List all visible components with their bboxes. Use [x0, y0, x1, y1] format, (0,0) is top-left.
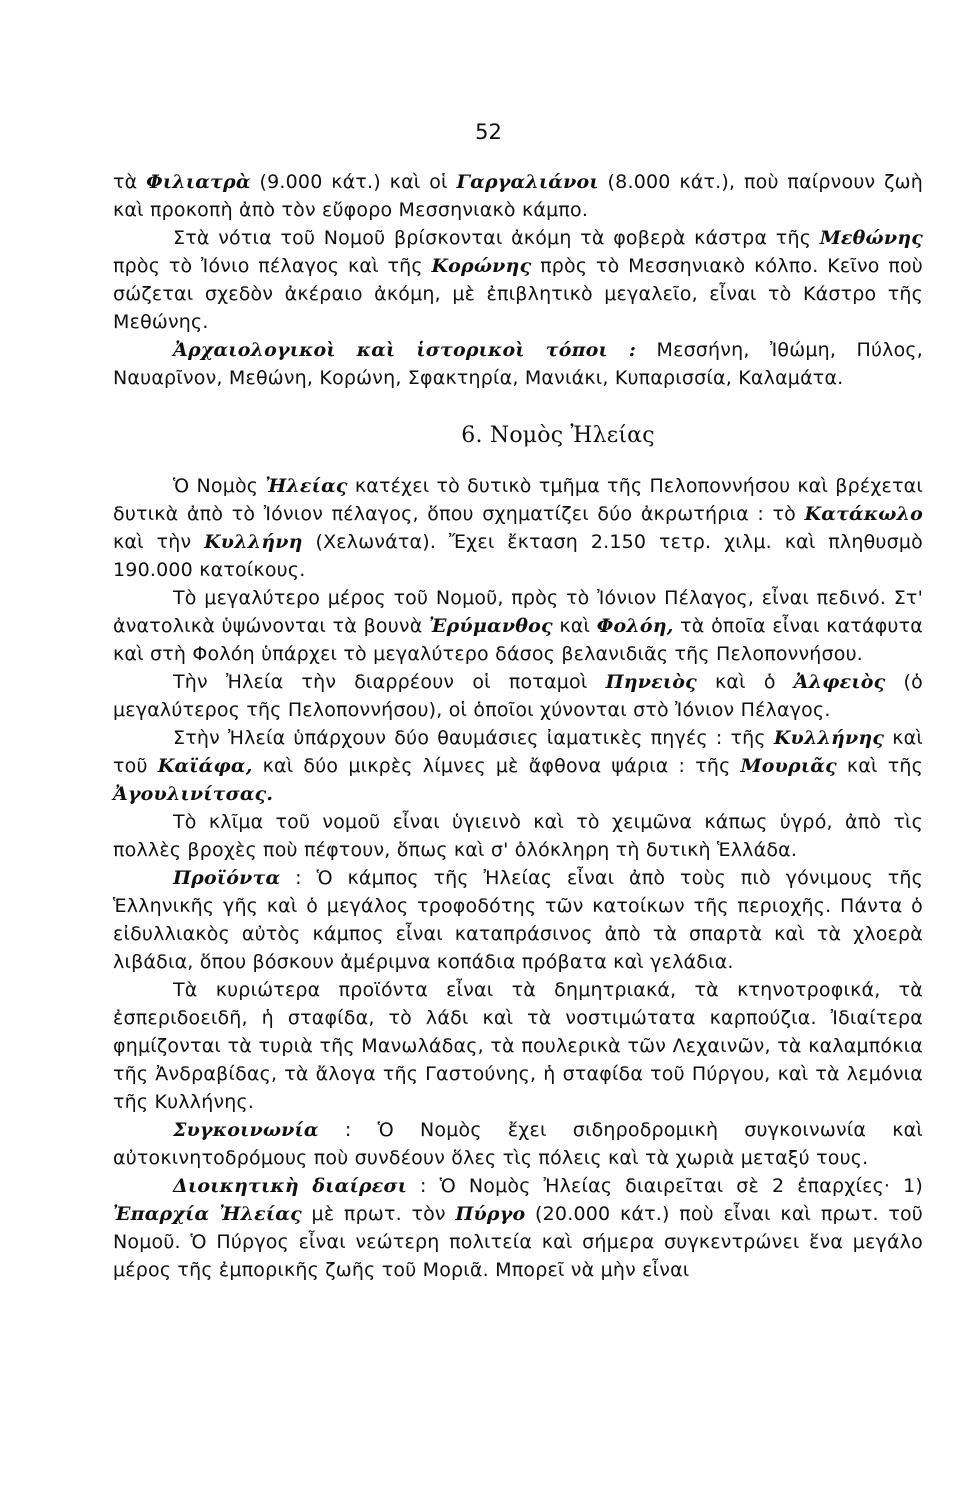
place-ileias: Ἠλείας: [265, 475, 348, 497]
place-agoulinitsas: Ἀγουλινίτσας.: [113, 783, 274, 805]
paragraph-products: Προϊόντα : Ὁ κάμπος τῆς Ἠλείας εἶναι ἀπὸ τοὺς πιὸ γόνιμους τῆς Ἑλληνικῆς γῆς καὶ ὁ μεγάλος τροφοδότης τῶν κατοίκων τῆς περιοχῆς. Πάντα ὁ εἰδυλλιακὸς αὐτὸς κάμπος εἶναι καταπράσινος ἀπὸ τὰ σπαρτὰ καὶ τὰ χλοερὰ λιβάδια, ὅπου βόσκουν ἀμέριμνα κοπάδια πρόβατα καὶ γελάδια.: [113, 867, 923, 973]
paragraph-springs-lakes: Στὴν Ἠλεία ὑπάρχουν δύο θαυμάσιες ἰαματικὲς πηγές : τῆς Κυλλήνης καὶ τοῦ Καϊάφα, καὶ δύο μικρὲς λίμνες μὲ ἄφθονα ψάρια : τῆς Μουριᾶς καὶ τῆς Ἀγουλινίτσας.: [113, 727, 923, 805]
place-gargaliani: Γαργαλιάνοι: [456, 171, 599, 193]
place-methonis: Μεθώνης: [819, 227, 923, 249]
place-kaiafa: Καϊάφα,: [157, 755, 253, 777]
heading-archaeological-sites: Ἀρχαιολογικοὶ καὶ ἱστορικοὶ τόποι :: [173, 339, 637, 361]
paragraph-climate: Τὸ κλῖμα τοῦ νομοῦ εἶναι ὑγιεινὸ καὶ τὸ χειμῶνα κάπως ὑγρό, ἀπὸ τὶς πολλὲς βροχὲς ποὺ πέφτουν, ὅπως καὶ σ' ὁλόκληρη τὴ δυτικὴ Ἑλλάδα.: [113, 811, 923, 861]
place-koronis: Κορώνης: [431, 255, 532, 277]
page-number: 52: [475, 120, 502, 144]
place-pyrgo: Πύργο: [455, 1203, 526, 1225]
place-pineios: Πηνειὸς: [605, 671, 697, 693]
place-filiatra: Φιλιατρὰ: [146, 171, 251, 193]
heading-products: Προϊόντα: [173, 867, 281, 889]
place-katakolo: Κατάκωλο: [804, 503, 923, 525]
heading-transport: Συγκοινωνία: [173, 1119, 319, 1141]
paragraph-main-products: Τὰ κυριώτερα προϊόντα εἶναι τὰ δημητριακά, τὰ κτηνοτροφικά, τὰ ἐσπεριδοειδῆ, ἡ σταφίδα, τὸ λάδι καὶ τὰ νοστιμώτατα καρπούζια. Ἰδιαίτερα φημίζονται τὰ τυριὰ τῆς Μανωλάδας, τὰ πουλερικὰ τῶν Λεχαινῶν, τὰ καλαμπόκια τῆς Ἀνδραβίδας, τὰ ἄλογα τῆς Γαστούνης, ἡ σταφίδα τοῦ Πύργου, καὶ τὰ λεμόνια τῆς Κυλλήνης.: [113, 979, 923, 1113]
place-mourias: Μουριᾶς: [740, 755, 837, 777]
paragraph-rivers: Τὴν Ἠλεία τὴν διαρρέουν οἱ ποταμοὶ Πηνειὸς καὶ ὁ Ἀλφειὸς (ὁ μεγαλύτερος τῆς Πελοποννήσου), οἱ ὁποῖοι χύνονται στὸ Ἰόνιον Πέλαγος.: [113, 671, 923, 721]
place-alfeios: Ἀλφειὸς: [793, 671, 886, 693]
paragraph-administration: Διοικητικὴ διαίρεσι : Ὁ Νομὸς Ἠλείας διαιρεῖται σὲ 2 ἐπαρχίες· 1) Ἐπαρχία Ἠλείας μὲ πρωτ. τὸν Πύργο (20.000 κάτ.) ποὺ εἶναι καὶ πρωτ. τοῦ Νομοῦ. Ὁ Πύργος εἶναι νεώτερη πολιτεία καὶ σήμερα συγκεντρώνει ἕνα μεγάλο μέρος τῆς ἐμπορικῆς ζωῆς τοῦ Μοριᾶ. Μπορεῖ νὰ μὴν εἶναι: [113, 1175, 924, 1281]
heading-administration: Διοικητικὴ διαίρεσι: [173, 1175, 408, 1197]
paragraph-mountains: Τὸ μεγαλύτερο μέρος τοῦ Νομοῦ, πρὸς τὸ Ἰόνιον Πέλαγος, εἶναι πεδινό. Στ' ἀνατολικὰ ὑψώνονται τὰ βουνὰ Ἐρύμανθος καὶ Φολόη, τὰ ὁποῖα εἶναι κατάφυτα καὶ στὴ Φολόη ὑπάρχει τὸ μεγαλύτερο δάσος βελανιδιᾶς τῆς Πελοποννήσου.: [113, 587, 923, 665]
text-block: [113, 168, 923, 1284]
eparxia-ileias: Ἐπαρχία Ἠλείας: [113, 1203, 302, 1225]
paragraph-castles: Στὰ νότια τοῦ Νομοῦ βρίσκονται ἀκόμη τὰ φοβερὰ κάστρα τῆς Μεθώνης πρὸς τὸ Ἰόνιο πέλαγος καὶ τῆς Κορώνης πρὸς τὸ Μεσσηνιακὸ κόλπο. Κεῖνο ποὺ σώζεται σχεδὸν ἀκέραιο ἀκόμη, μὲ ἐπιβλητικὸ μεγαλεῖο, εἶναι τὸ Κάστρο τῆς Μεθώνης.: [113, 227, 923, 333]
paragraph-transport: Συγκοινωνία : Ὁ Νομὸς ἔχει σιδηροδρομικὴ συγκοινωνία καὶ αὐτοκινητοδρόμους ποὺ συνδέουν ὅλες τὶς πόλεις καὶ τὰ χωριὰ μεταξύ τους.: [113, 1119, 923, 1169]
place-erymanthos: Ἐρύμανθος: [429, 615, 553, 637]
paragraph-ilia-intro: Ὁ Νομὸς Ἠλείας κατέχει τὸ δυτικὸ τμῆμα τῆς Πελοποννήσου καὶ βρέχεται δυτικὰ ἀπὸ τὸ Ἰόνιον πέλαγος, ὅπου σχηματίζει δύο ἀκρωτήρια : τὸ Κατάκωλο καὶ τὴν Κυλλήνη (Χελωνάτα). Ἔχει ἔκταση 2.150 τετρ. χιλμ. καὶ πληθυσμὸ 190.000 κατοίκους.: [113, 475, 923, 581]
place-kyllini: Κυλλήνη: [204, 531, 303, 553]
paragraph-archaeological-sites: Ἀρχαιολογικοὶ καὶ ἱστορικοὶ τόποι : Μεσσήνη, Ἰθώμη, Πύλος, Ναυαρῖνον, Μεθώνη, Κορώνη, Σφακτηρία, Μανιάκι, Κυπαρισσία, Καλαμάτα.: [113, 339, 924, 389]
section-title: 6. Νομὸς Ἠλείας: [461, 423, 655, 448]
place-kyllinis: Κυλλήνης: [773, 727, 885, 749]
place-foloi: Φολόη,: [596, 615, 674, 637]
paragraph-filiatra: τὰ Φιλιατρὰ (9.000 κάτ.) καὶ οἱ Γαργαλιάνοι (8.000 κάτ.), ποὺ παίρνουν ζωὴ καὶ προκοπὴ ἀπὸ τὸν εὔφορο Μεσσηνιακὸ κάμπο.: [113, 171, 923, 221]
